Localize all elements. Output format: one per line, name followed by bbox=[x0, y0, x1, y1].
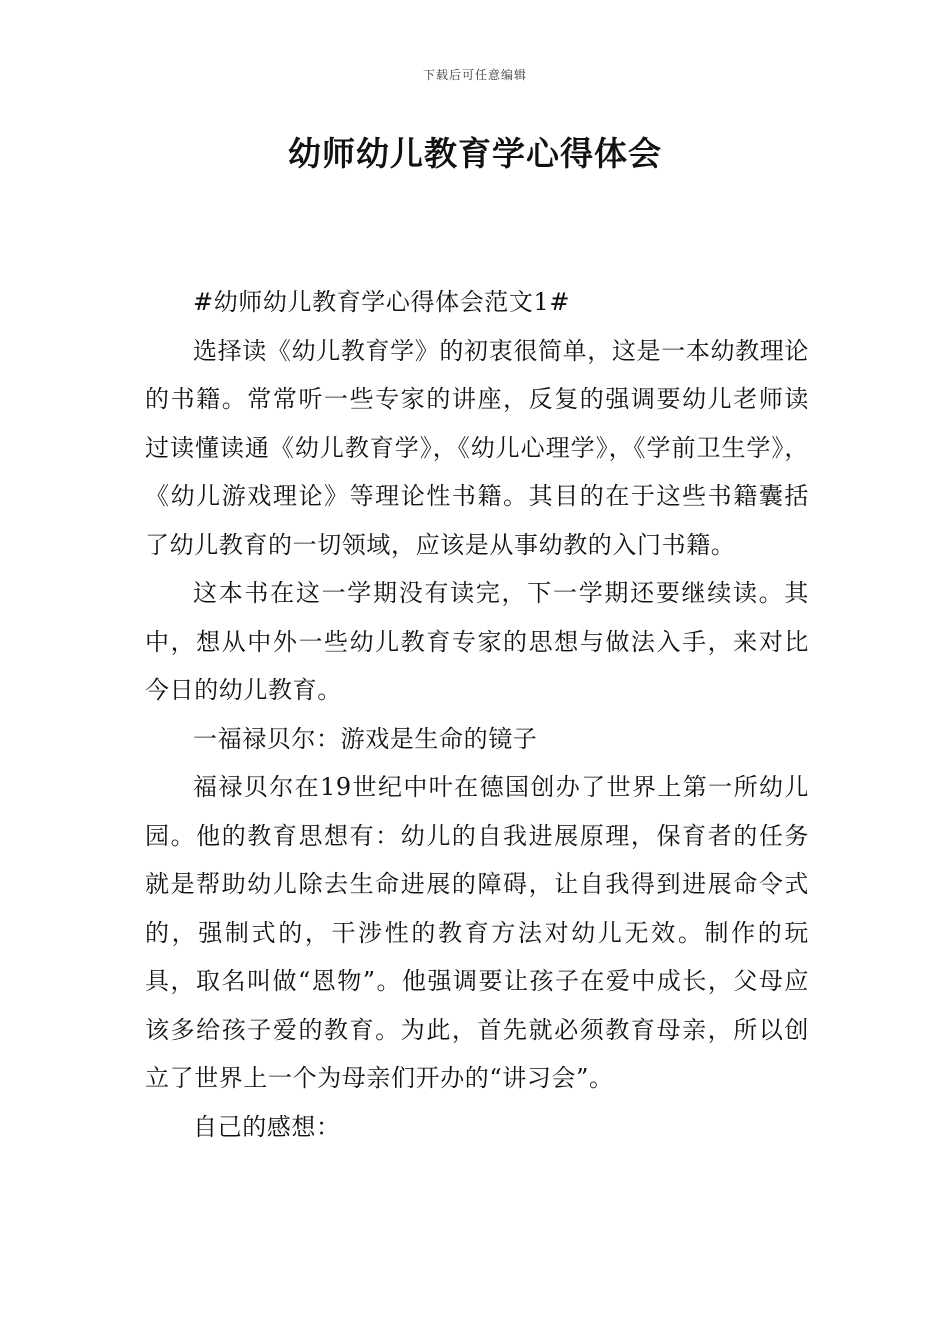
document-title: 幼师幼儿教育学心得体会 bbox=[288, 134, 662, 173]
header-note: 下载后可任意编辑 bbox=[422, 68, 527, 82]
body-paragraph: 自己的感想： bbox=[193, 1112, 341, 1141]
body-paragraph: 福禄贝尔在19世纪中叶在德国创办了世界上第一所幼儿园。他的教育思想有：幼儿的自我进展原理，保育者的任务就是帮助幼儿除去生命进展的障碍，让自我得到进展命令式的，强制式的，干涉性的教育方法对幼儿无效。制作的玩具，取名叫做“恩物”。他强调要让孩子在爱中成长，父母应该多给孩子爱的教育。为此，首先就必须教育母亲，所以创立了世界上一个为母亲们开办的“讲习会”。 bbox=[145, 773, 809, 1092]
section-heading: #幼师幼儿教育学心得体会范文1# bbox=[193, 288, 571, 316]
body-paragraph: 选择读《幼儿教育学》的初衷很简单，这是一本幼教理论的书籍。常常听一些专家的讲座，反复的强调要幼儿老师读过读懂读通《幼儿教育学》，《幼儿心理学》，《学前卫生学》，《幼儿游戏理论》等理论性书籍。其目的在于这些书籍囊括了幼儿教育的一切领域，应该是从事幼教的入门书籍。 bbox=[145, 336, 809, 559]
body-paragraph: 这本书在这一学期没有读完，下一学期还要继续读。其中，想从中外一些幼儿教育专家的思想与做法入手，来对比今日的幼儿教育。 bbox=[145, 579, 809, 704]
document-body bbox=[145, 278, 809, 1151]
subsection-heading: 一福禄贝尔：游戏是生命的镜子 bbox=[193, 724, 538, 753]
